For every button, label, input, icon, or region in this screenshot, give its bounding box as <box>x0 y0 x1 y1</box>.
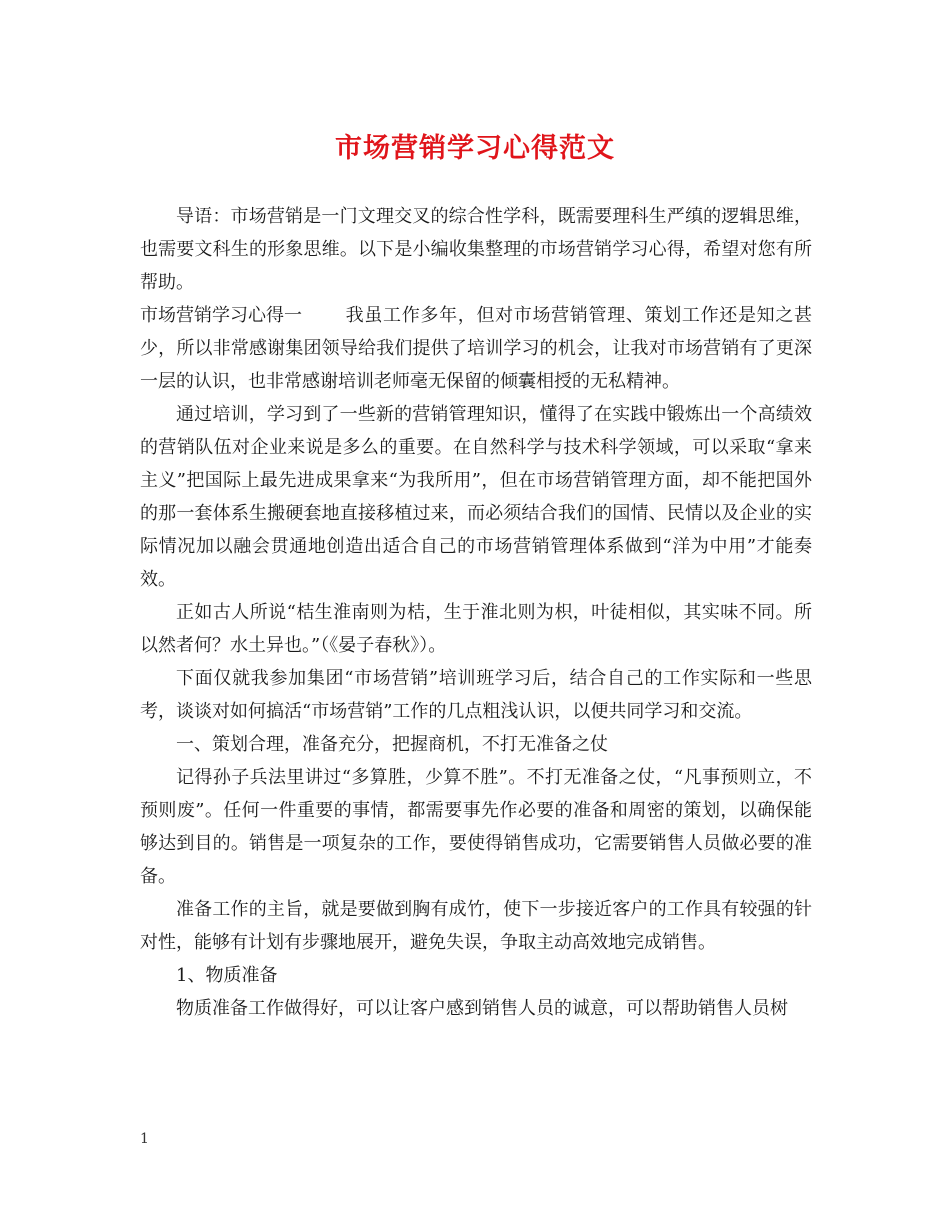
paragraph-discussion: 下面仅就我参加集团“市场营销”培训班学习后，结合自己的工作实际和一些思考，谈谈对如何搞活“市场营销”工作的几点粗浅认识，以便共同学习和交流。 <box>140 668 812 722</box>
page-title: 市场营销学习心得范文 <box>335 133 615 164</box>
page-number: 1 <box>140 1131 149 1147</box>
section-1-paragraph <box>140 299 812 398</box>
paragraph-preparation: 准备工作的主旨，就是要做到胸有成竹，使下一步接近客户的工作具有较强的针对性，能够有计划有步骤地展开，避免失误，争取主动高效地完成销售。 <box>140 899 812 953</box>
heading-1: 一、策划合理，准备充分，把握商机，不打无准备之仗 <box>176 734 608 755</box>
paragraph-quote: 正如古人所说“桔生淮南则为桔，生于淮北则为枳，叶徒相似，其实味不同。所以然者何？水土异也。”（《晏子春秋》）。 <box>140 602 812 656</box>
subheading-material: 1、物质准备 <box>176 965 278 986</box>
intro-paragraph: 导语：市场营销是一门文理交叉的综合性学科，既需要理科生严缜的逻辑思维，也需要文科生的形象思维。以下是小编收集整理的市场营销学习心得，希望对您有所帮助。 <box>140 206 812 293</box>
section-1-label: 市场营销学习心得一 <box>140 305 302 326</box>
paragraph-material: 物质准备工作做得好，可以让客户感到销售人员的诚意，可以帮助销售人员树 <box>176 998 788 1019</box>
document-body <box>140 200 812 1025</box>
section-1-text: 我虽工作多年，但对市场营销管理、策划工作还是知之甚少，所以非常感谢集团领导给我们提供了培训学习的机会，让我对市场营销有了更深一层的认识，也非常感谢培训老师毫无保留的倾囊相授的无私精神。 <box>140 305 812 392</box>
paragraph-training: 通过培训，学习到了一些新的营销管理知识，懂得了在实践中锻炼出一个高绩效的营销队伍对企业来说是多么的重要。在自然科学与技术科学领域，可以采取“拿来主义”把国际上最先进成果拿来“为我所用”，但在市场营销管理方面，却不能把国外的那一套体系生搬硬套地直接移植过来，而必须结合我们的国情、民情以及企业的实际情况加以融会贯通地创造出适合自己的市场营销管理体系做到“洋为中用”才能奏效。 <box>140 404 812 590</box>
paragraph-sunzi: 记得孙子兵法里讲过“多算胜，少算不胜”。不打无准备之仗，“凡事预则立，不预则废”。任何一件重要的事情，都需要事先作必要的准备和周密的策划，以确保能够达到目的。销售是一项复杂的工作，要使得销售成功，它需要销售人员做必要的准备。 <box>140 767 812 887</box>
